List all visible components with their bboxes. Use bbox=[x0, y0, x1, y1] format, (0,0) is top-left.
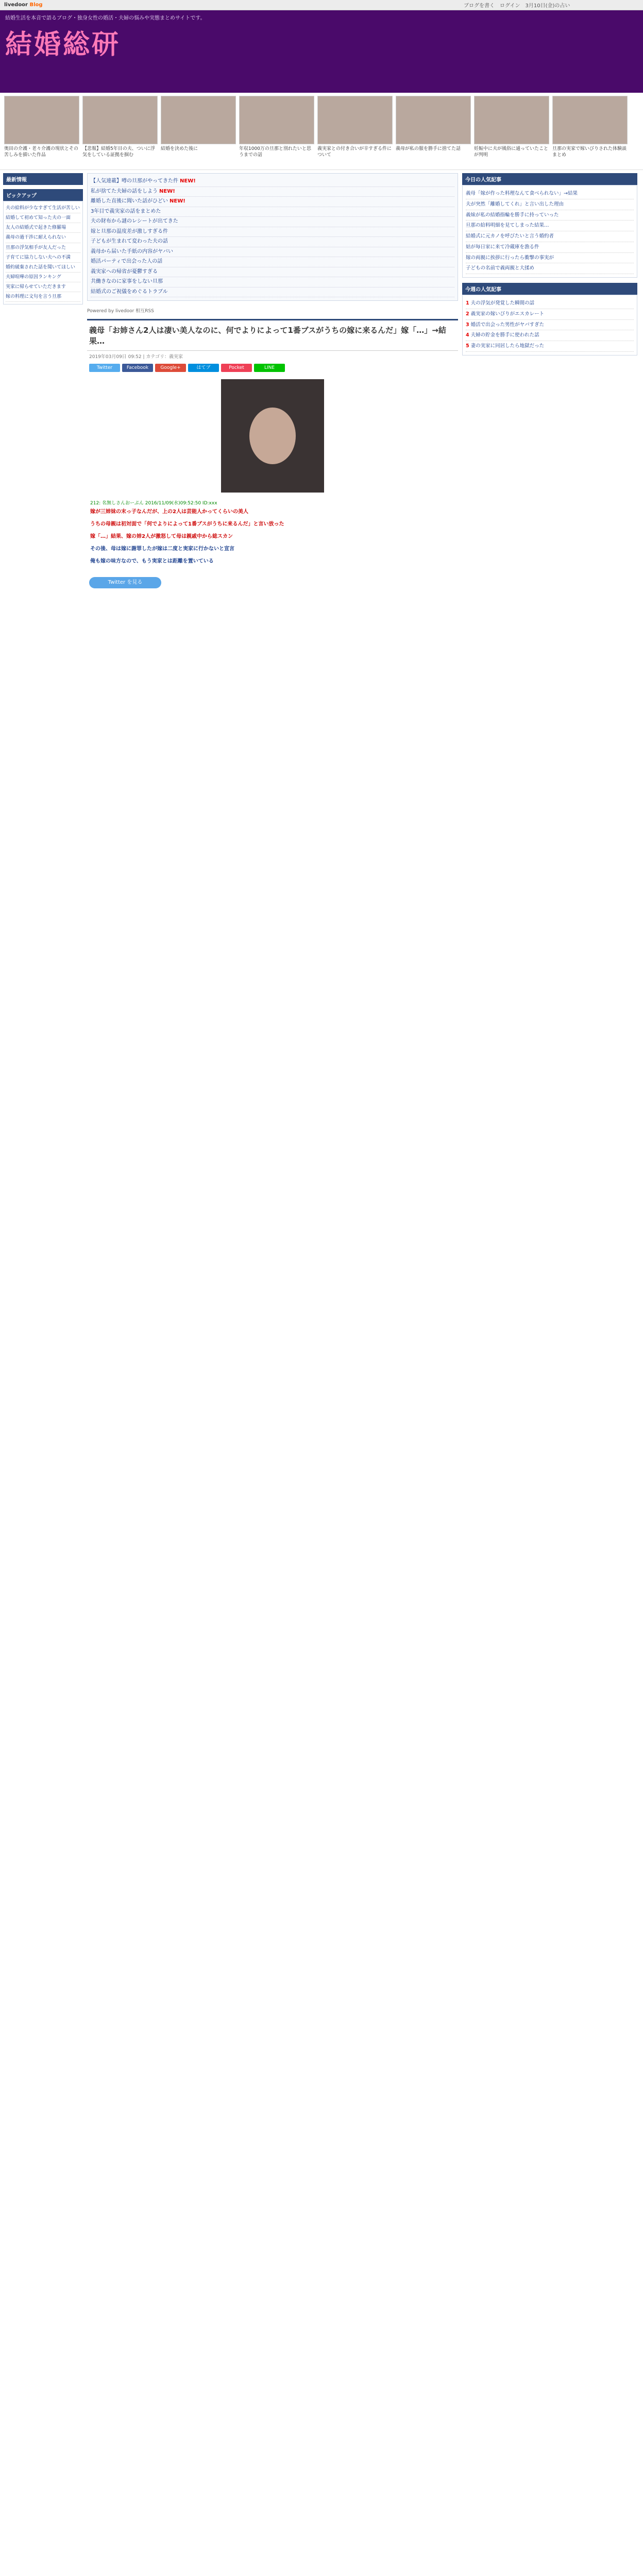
today-item[interactable]: 旦那の給料明細を見てしまった結果… bbox=[466, 221, 634, 231]
rank-number: 5 bbox=[466, 343, 469, 349]
pickup-section-title: ピックアップ bbox=[3, 189, 83, 201]
ranking-item[interactable]: 4 夫婦の貯金を勝手に使われた話 bbox=[466, 330, 634, 341]
post-body: うちの母親は初対面で「何でよりによって1番ブスがうちに来るんだ」と言い放った bbox=[90, 521, 284, 528]
featured-caption: 奥田の介護・老々介護の現状とその苦しみを描いた作品 bbox=[4, 146, 79, 158]
pickup-item[interactable]: 子育てに協力しない夫への不満 bbox=[6, 253, 80, 263]
today-item[interactable]: 子どもの名前で義両親と大揉め bbox=[466, 263, 634, 274]
featured-card[interactable] bbox=[396, 96, 471, 165]
featured-thumb bbox=[4, 96, 79, 144]
write-blog-link[interactable]: ブログを書く bbox=[464, 3, 495, 9]
featured-caption: 妊娠中に夫が風俗に通っていたことが判明 bbox=[474, 146, 549, 158]
rss-item[interactable]: 共働きなのに家事をしない旦那 bbox=[91, 277, 454, 287]
featured-caption: 義母が私の服を勝手に捨てた話 bbox=[396, 146, 461, 151]
rss-list bbox=[87, 173, 458, 301]
today-item[interactable]: 義妹が私の結婚指輪を勝手に持っていった bbox=[466, 210, 634, 221]
post-body: 嫁「…」結果、嫁の姉2人が激怒して母は親戚中から総スカン bbox=[90, 534, 233, 540]
today-item[interactable]: 姑が毎日家に来て冷蔵庫を漁る件 bbox=[466, 242, 634, 253]
featured-banner bbox=[0, 93, 643, 170]
featured-caption: 結婚を決めた後に bbox=[161, 146, 198, 151]
featured-caption: 旦那の実家で嫁いびりされた体験談まとめ bbox=[552, 146, 627, 158]
rss-item[interactable]: 結婚式のご祝儀をめぐるトラブル bbox=[91, 287, 454, 298]
rss-item[interactable]: 私が捨てた夫婦の話をしよう NEW! bbox=[91, 187, 454, 197]
photo-subject bbox=[249, 408, 296, 464]
ranking-item[interactable]: 1 夫の浮気が発覚した瞬間の話 bbox=[466, 298, 634, 309]
topbar-links bbox=[464, 1, 639, 9]
pickup-item[interactable]: 夫の給料が少なすぎて生活が苦しい bbox=[6, 204, 80, 213]
ranking-section-title: 今週の人気記事 bbox=[462, 283, 637, 295]
post-body: その後、母は嫁に謝罪したが嫁は二度と実家に行かないと宣言 bbox=[90, 546, 234, 552]
pickup-item[interactable]: 夫婦喧嘩の原因ランキング bbox=[6, 273, 80, 282]
today-list bbox=[462, 185, 637, 278]
pickup-list bbox=[3, 201, 83, 304]
rank-number: 1 bbox=[466, 300, 469, 307]
pickup-item[interactable]: 結婚して初めて知った夫の一面 bbox=[6, 213, 80, 223]
featured-thumb bbox=[474, 96, 549, 144]
ranking-item[interactable]: 3 婚活で出会った男性がヤバすぎた bbox=[466, 320, 634, 331]
site-header bbox=[0, 10, 643, 93]
login-link[interactable]: ログイン bbox=[500, 3, 520, 9]
featured-thumb bbox=[552, 96, 628, 144]
pickup-item[interactable]: 義母の過干渉に耐えられない bbox=[6, 233, 80, 243]
line-share-button[interactable]: LINE bbox=[254, 364, 285, 372]
featured-thumb bbox=[239, 96, 314, 144]
new-badge: NEW! bbox=[159, 188, 175, 194]
today-item[interactable]: 結婚式に元カノを呼びたいと言う婚約者 bbox=[466, 231, 634, 242]
powered-by[interactable]: Powered by livedoor 相互RSS bbox=[87, 309, 154, 314]
rss-item[interactable]: 【人気連載】噂の旦那がやってきた件 NEW! bbox=[91, 177, 454, 187]
featured-thumb bbox=[161, 96, 236, 144]
rank-number: 4 bbox=[466, 332, 469, 338]
featured-caption: 義実家との付き合いが辛すぎる件について bbox=[317, 146, 392, 158]
rss-item[interactable]: 義母から届いた手紙の内容がヤバい bbox=[91, 247, 454, 258]
post-body: 嫁が三姉妹の末っ子なんだが、上の2人は芸能人かってくらいの美人 bbox=[90, 509, 248, 515]
right-sidebar bbox=[462, 173, 637, 2576]
google-share-button[interactable]: Google+ bbox=[155, 364, 186, 372]
pickup-item[interactable]: 実家に帰らせていただきます bbox=[6, 282, 80, 292]
rss-item[interactable]: 夫の財布から謎のレシートが出てきた bbox=[91, 217, 454, 227]
article-photo bbox=[221, 379, 324, 493]
rss-item[interactable]: 3年目で義実家の話をまとめた bbox=[91, 207, 454, 217]
top-bar bbox=[0, 0, 643, 10]
rank-number: 3 bbox=[466, 321, 469, 328]
share-buttons bbox=[87, 362, 458, 374]
pickup-item[interactable]: 嫁の料理に文句を言う旦那 bbox=[6, 292, 80, 302]
rss-item[interactable]: 子どもが生まれて変わった夫の話 bbox=[91, 237, 454, 247]
pickup-item[interactable]: 友人の結婚式で起きた修羅場 bbox=[6, 223, 80, 233]
featured-thumb bbox=[82, 96, 158, 144]
featured-card[interactable] bbox=[82, 96, 158, 165]
rss-section-title: 最新情報 bbox=[3, 173, 83, 185]
ranking-item[interactable]: 2 義実家の嫁いびりがエスカレート bbox=[466, 309, 634, 320]
featured-card[interactable] bbox=[317, 96, 393, 165]
article-title[interactable]: 義母「お姉さん2人は凄い美人なのに、何でよりによって1番ブスがうちの嫁に来るんだ」嫁「…」→結果… bbox=[87, 319, 458, 351]
pickup-item[interactable]: 旦那の浮気相手が友人だった bbox=[6, 243, 80, 253]
featured-thumb bbox=[317, 96, 393, 144]
new-badge: NEW! bbox=[180, 178, 196, 184]
today-item[interactable]: 義母「嫁が作った料理なんて食べられない」→結果 bbox=[466, 189, 634, 199]
rss-item[interactable]: 婚活パーティで出会った人の話 bbox=[91, 257, 454, 267]
pickup-item[interactable]: 婚約破棄された話を聞いてほしい bbox=[6, 263, 80, 273]
featured-thumb bbox=[396, 96, 471, 144]
featured-card[interactable] bbox=[161, 96, 236, 165]
post-body: 俺も嫁の味方なので、もう実家とは距離を置いている bbox=[90, 558, 214, 565]
today-section-title: 今日の人気記事 bbox=[462, 173, 637, 185]
featured-caption: 年収1000万の旦那と別れたいと思うまでの話 bbox=[239, 146, 311, 158]
rss-item[interactable]: 嫁と旦那の温度差が激しすぎる件 bbox=[91, 227, 454, 238]
featured-card[interactable] bbox=[239, 96, 314, 165]
ranking-item[interactable]: 5 妻の実家に同居したら地獄だった bbox=[466, 341, 634, 352]
article-meta: 2019年03月09日 09:52 | カテゴリ：義実家 bbox=[89, 354, 183, 360]
site-logo[interactable]: 結婚総研 bbox=[5, 29, 121, 60]
site-tagline: 結婚生活を本音で語るブログ・独身女性の婚活・夫婦の悩みや実態まとめサイトです。 bbox=[5, 15, 206, 21]
main-column bbox=[87, 173, 458, 2576]
content-columns bbox=[0, 170, 643, 2576]
rank-number: 2 bbox=[466, 311, 469, 317]
rss-item[interactable]: 離婚した直後に聞いた話がひどい NEW! bbox=[91, 197, 454, 207]
hatena-share-button[interactable]: はてブ bbox=[188, 364, 219, 372]
article-post bbox=[87, 498, 458, 572]
featured-card[interactable] bbox=[552, 96, 628, 165]
featured-caption: 【悲報】結婚5年目の夫、ついに浮気をしている証拠を掴む bbox=[82, 146, 155, 158]
featured-card[interactable] bbox=[4, 96, 79, 165]
facebook-share-button[interactable]: Facebook bbox=[122, 364, 153, 372]
today-item[interactable]: 夫が突然「離婚してくれ」と言い出した理由 bbox=[466, 199, 634, 210]
post-header: 212: 名無しさんおーぷん 2016/11/09(水)09:52:50 ID:xxx bbox=[90, 501, 217, 506]
pocket-share-button[interactable]: Pocket bbox=[221, 364, 252, 372]
rss-item[interactable]: 義実家への帰省が憂鬱すぎる bbox=[91, 267, 454, 278]
new-badge: NEW! bbox=[170, 198, 185, 204]
ranking-list bbox=[462, 295, 637, 355]
fortune-link[interactable]: 3月10日(金)の占い bbox=[525, 3, 570, 9]
left-sidebar bbox=[3, 173, 83, 2576]
featured-card[interactable] bbox=[474, 96, 549, 165]
today-item[interactable]: 嫁の両親に挨拶に行ったら衝撃の事実が bbox=[466, 253, 634, 264]
blog-brand[interactable]: livedoor Blog bbox=[4, 2, 43, 8]
twitter-follow-button[interactable]: Twitter を見る bbox=[89, 577, 161, 588]
twitter-share-button[interactable]: Twitter bbox=[89, 364, 120, 372]
